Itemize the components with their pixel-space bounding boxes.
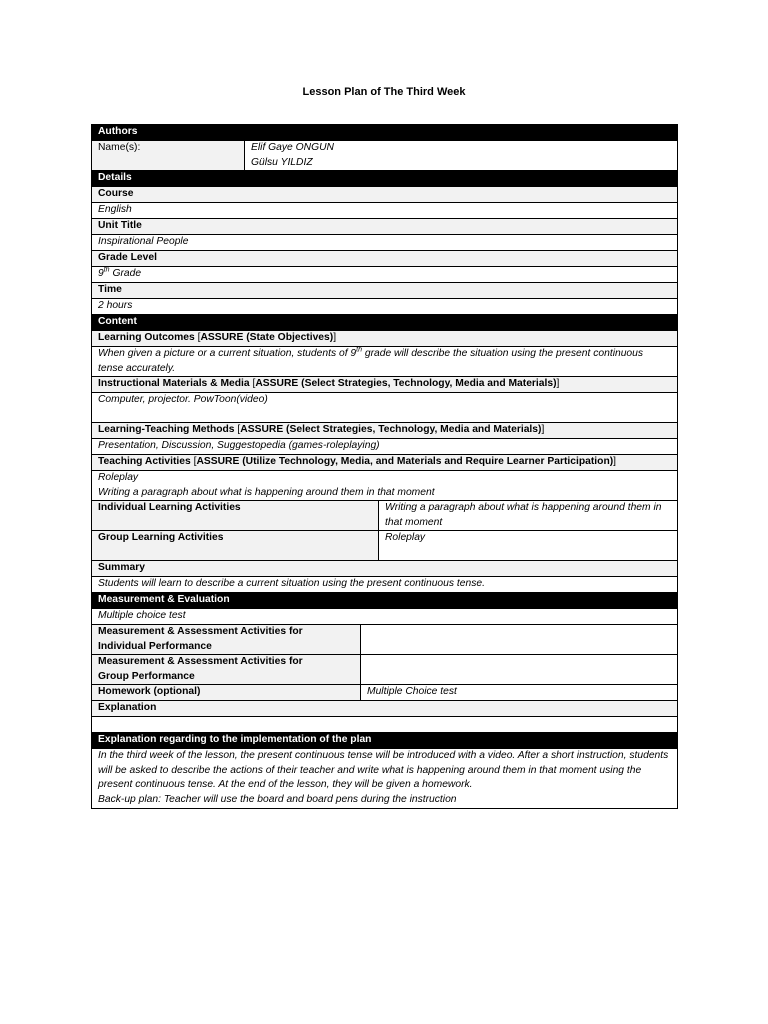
teaching-activities-assure: ASSURE (Utilize Technology, Media, and Materials and Require Learner Participation) (196, 456, 614, 467)
course-label: Course (92, 187, 678, 203)
implementation-paragraph: In the third week of the lesson, the present continuous tense will be introduced with a video. After a short instruction, students will be asked to describe the actions of their teacher and write what is happening around them in that moment using the present continuous tense. At the end of the lesson, they will be given a homework. (98, 750, 669, 790)
grade-number: 9 (98, 268, 104, 279)
lesson-plan-table (91, 124, 678, 809)
homework-row (92, 685, 678, 701)
summary-label: Summary (92, 561, 678, 577)
group-learning-row (92, 531, 678, 561)
course-value: English (92, 203, 678, 219)
instructional-materials-label: Instructional Materials & Media [ASSURE (Select Strategies, Technology, Media and Materials)] (92, 377, 678, 393)
group-learning-value: Roleplay (379, 531, 678, 561)
teaching-activities-label: Teaching Activities [ASSURE (Utilize Technology, Media, and Materials and Require Learner Participation)] (92, 455, 678, 471)
individual-assessment-label: Measurement & Assessment Activities for Individual Performance (92, 625, 361, 655)
instructional-materials-value: Computer, projector. PowToon(video) (92, 393, 678, 423)
page-title: Lesson Plan of The Third Week (302, 86, 466, 98)
implementation-section-header (92, 733, 678, 749)
learning-outcomes-assure: ASSURE (State Objectives) (200, 332, 334, 343)
measurement-header: Measurement & Evaluation (92, 593, 678, 609)
grade-level-value (92, 267, 678, 283)
instructional-materials-assure: ASSURE (Select Strategies, Technology, Media and Materials) (255, 378, 557, 389)
authors-section-header (92, 125, 678, 141)
homework-label: Homework (optional) (92, 685, 361, 701)
authors-header: Authors (92, 125, 678, 141)
author-name-2: Gülsu YILDIZ (251, 156, 313, 168)
unit-title-value: Inspirational People (92, 235, 678, 251)
group-assessment-row (92, 655, 678, 685)
content-section-header (92, 315, 678, 331)
teaching-activity-1: Roleplay (98, 472, 139, 483)
homework-value: Multiple Choice test (361, 685, 678, 701)
individual-learning-label: Individual Learning Activities (92, 501, 379, 531)
learning-teaching-methods-assure: ASSURE (Select Strategies, Technology, Media and Materials) (240, 424, 542, 435)
learning-teaching-methods-label: Learning-Teaching Methods [ASSURE (Select Strategies, Technology, Media and Materials)] (92, 423, 678, 439)
group-assessment-value (361, 655, 678, 685)
grade-suffix: th (103, 266, 110, 274)
implementation-header: Explanation regarding to the implementation of the plan (92, 733, 678, 749)
individual-assessment-value (361, 625, 678, 655)
details-header: Details (92, 171, 678, 187)
authors-names-row (92, 141, 678, 171)
individual-assessment-row (92, 625, 678, 655)
learning-outcomes-value: When given a picture or a current situation, students of 9th grade will describe the situation using the present continuous tense accurately. (92, 347, 678, 377)
group-learning-label: Group Learning Activities (92, 531, 379, 561)
time-label: Time (92, 283, 678, 299)
author-name-1: Elif Gaye ONGUN (251, 142, 334, 153)
names-label: Name(s): (92, 141, 245, 171)
learning-outcomes-label: Learning Outcomes [ASSURE (State Objectives)] (92, 331, 678, 347)
grade-level-label: Grade Level (92, 251, 678, 267)
measurement-section-header (92, 593, 678, 609)
summary-value: Students will learn to describe a current situation using the present continuous tense. (92, 577, 678, 593)
individual-learning-row (92, 501, 678, 531)
backup-plan: Back-up plan: Teacher will use the board and board pens during the instruction (98, 793, 457, 805)
names-value (245, 141, 678, 171)
unit-title-label: Unit Title (92, 219, 678, 235)
individual-learning-value: Writing a paragraph about what is happening around them in that moment (379, 501, 678, 531)
explanation-value (92, 717, 678, 733)
explanation-label: Explanation (92, 701, 678, 717)
time-value: 2 hours (92, 299, 678, 315)
teaching-activities-value (92, 471, 678, 501)
learning-teaching-methods-value: Presentation, Discussion, Suggestopedia (games-roleplaying) (92, 439, 678, 455)
content-header: Content (92, 315, 678, 331)
group-assessment-label: Measurement & Assessment Activities for Group Performance (92, 655, 361, 685)
measurement-value: Multiple choice test (92, 609, 678, 625)
implementation-value (92, 749, 678, 809)
teaching-activity-2: Writing a paragraph about what is happening around them in that moment (98, 486, 435, 498)
details-section-header (92, 171, 678, 187)
grade-word: Grade (109, 268, 142, 279)
